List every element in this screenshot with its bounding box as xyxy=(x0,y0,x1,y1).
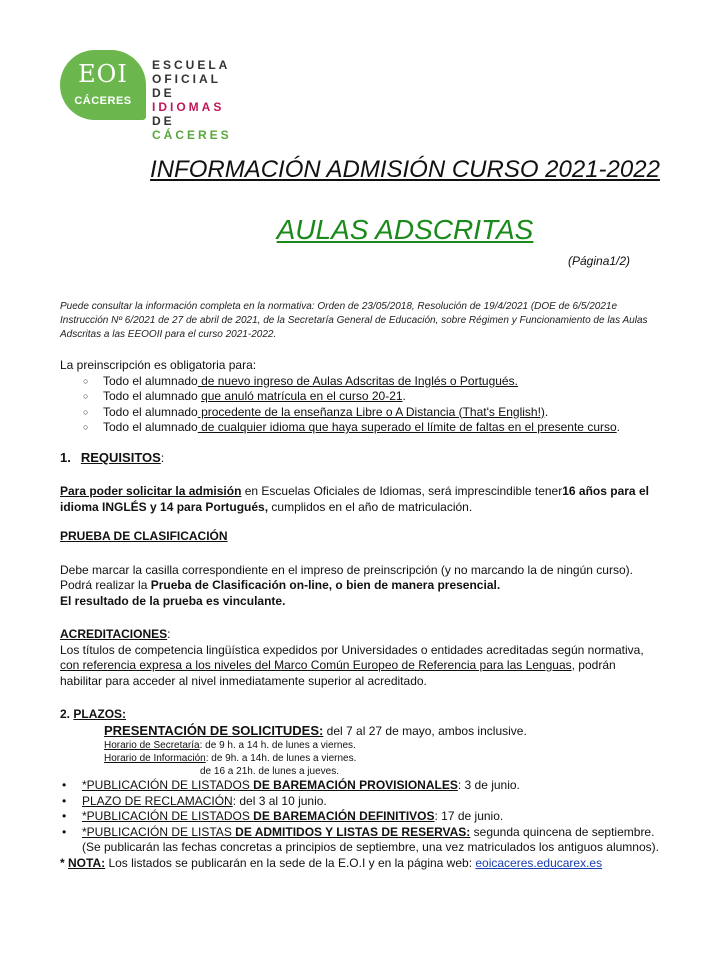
list-item: ○ Todo el alumnado de cualquier idioma que haya superado el límite de faltas en el presente curso. xyxy=(60,420,660,436)
nota-line: * NOTA: Los listados se publicarán en la sede de la E.O.I y en la página web: eoicaceres.educarex.es xyxy=(60,855,603,870)
prueba-line-1: Debe marcar la casilla correspondiente en el impreso de preinscripción (y no marcando la de ningún curso). xyxy=(60,562,633,577)
list-item: • *PUBLICACIÓN DE LISTADOS DE BAREMACIÓN PROVISIONALES: 3 de junio. xyxy=(60,778,660,794)
section-requisitos-heading: 1. REQUISITOS: xyxy=(60,449,165,465)
list-item: • PLAZO DE RECLAMACIÓN: del 3 al 10 junio. xyxy=(60,794,660,810)
list-item: ○ Todo el alumnado procedente de la enseñanza Libre o A Distancia (That's English!). xyxy=(60,405,660,421)
document-title: INFORMACIÓN ADMISIÓN CURSO 2021-2022 xyxy=(150,156,660,183)
list-item: • *PUBLICACIÓN DE LISTADOS DE BAREMACIÓN DEFINITIVOS: 17 de junio. xyxy=(60,809,660,825)
horario-informacion-tarde: de 16 a 21h. de lunes a jueves. xyxy=(200,766,339,777)
plazos-list xyxy=(60,778,660,856)
logo-city: CÁCERES xyxy=(74,95,132,107)
logo-wordmark: ESCUELA OFICIAL DE IDIOMAS DE CÁCERES xyxy=(152,58,232,142)
intro-note: Puede consultar la información completa en la normativa: Orden de 23/05/2018, Resolución de 19/4/2021 (DOE de 6/5/2021e Instrucción Nº 6/2021 de 27 de abril de 2021, de la Secretaría General de Educación, sobre Régimen y Funcionamiento de las Aulas Adscritas a las EEOOII para el curso 2021-2022. xyxy=(60,301,648,340)
horario-secretaria: Horario de Secretaría: de 9 h. a 14 h. de lunes a viernes. xyxy=(104,740,356,751)
page-number: (Página1/2) xyxy=(568,254,631,268)
preinscription-list xyxy=(60,374,660,436)
presentacion-line: PRESENTACIÓN DE SOLICITUDES: del 7 al 27 de mayo, ambos inclusive. xyxy=(104,722,527,738)
section-plazos-heading: 2. PLAZOS: xyxy=(60,707,127,721)
website-link[interactable]: eoicaceres.educarex.es xyxy=(475,855,603,870)
list-item: • *PUBLICACIÓN DE LISTAS DE ADMITIDOS Y LISTAS DE RESERVAS: segunda quincena de septiembre. (Se publicarán las fechas concretas a principios de septiembre, una vez matriculados los antiguos alumnos). xyxy=(60,825,660,856)
requisitos-text: Para poder solicitar la admisión en Escuelas Oficiales de Idiomas, será imprescindible tener16 años para el idioma INGLÉS y 14 para Portugués, cumplidos en el año de matriculación. xyxy=(60,484,649,514)
logo-mark: EOI xyxy=(78,60,128,88)
list-item: ○ Todo el alumnado de nuevo ingreso de Aulas Adscritas de Inglés o Portugués. xyxy=(60,374,660,390)
section-acreditaciones-heading: ACREDITACIONES: xyxy=(60,627,171,641)
preinscription-lead: La preinscripción es obligatoria para: xyxy=(60,358,257,372)
eoi-logo xyxy=(60,50,232,142)
acreditaciones-text: Los títulos de competencia lingüística expedidos por Universidades o entidades acreditadas según normativa, con referencia expresa a los niveles del Marco Común Europeo de Referencia para las Lenguas, podrán habilitar para acceder al nivel inmediatamente superior al acreditado. xyxy=(60,642,644,688)
document-body xyxy=(60,358,660,871)
document-subtitle: AULAS ADSCRITAS xyxy=(276,214,534,245)
list-item: ○ Todo el alumnado que anuló matrícula en el curso 20-21. xyxy=(60,389,660,405)
prueba-line-3: El resultado de la prueba es vinculante. xyxy=(60,593,286,608)
horario-informacion: Horario de Información: de 9h. a 14h. de lunes a viernes. xyxy=(104,753,357,764)
section-prueba-heading: PRUEBA DE CLASIFICACIÓN xyxy=(60,529,228,543)
prueba-line-2: Podrá realizar la Prueba de Clasificación on-line, o bien de manera presencial. xyxy=(60,578,501,592)
logo-badge xyxy=(60,50,146,120)
